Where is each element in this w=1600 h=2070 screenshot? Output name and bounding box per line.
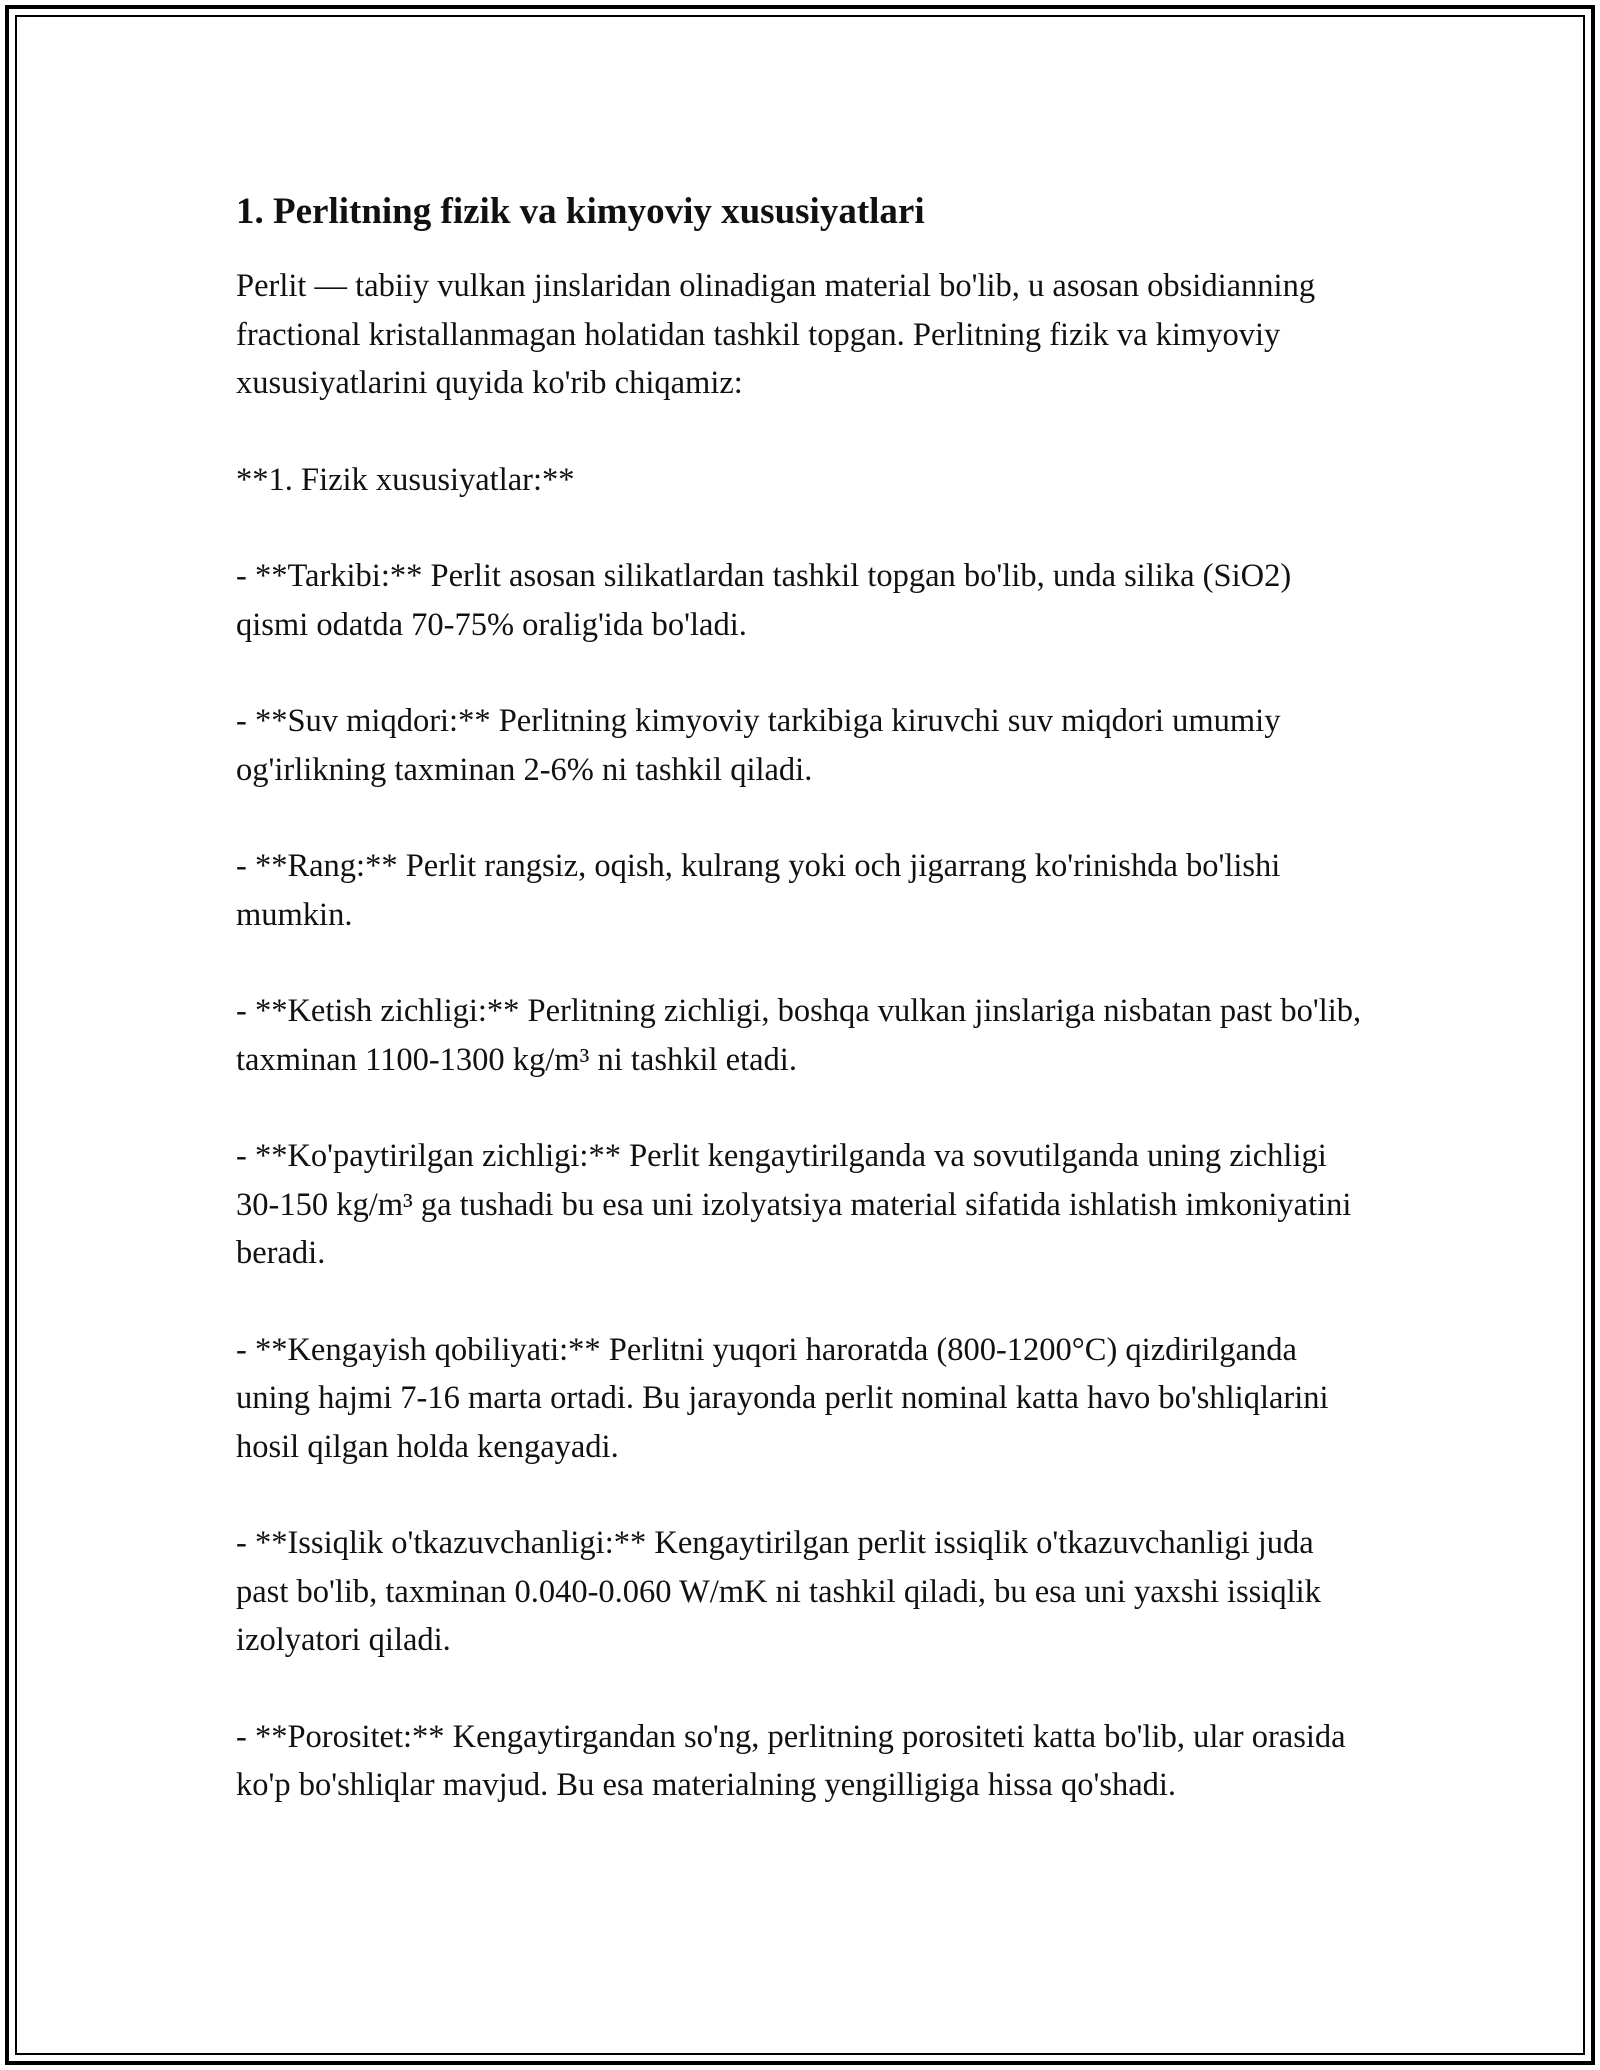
document-body bbox=[236, 180, 1366, 1858]
section-heading: 1. Perlitning fizik va kimyoviy xususiyatlari bbox=[236, 191, 925, 232]
list-item-issiqlik-otkazuvchanligi: - **Issiqlik o'tkazuvchanligi:** Kengaytirilgan perlit issiqlik o'tkazuvchanligi juda past bo'lib, taxminan 0.040-0.060 W/mK ni tashkil qiladi, bu esa uni yaxshi issiqlik izolyatori qiladi. bbox=[236, 1525, 1321, 1659]
list-item-kengayish-qobiliyati: - **Kengayish qobiliyati:** Perlitni yuqori haroratda (800-1200°C) qizdirilganda uning hajmi 7-16 marta ortadi. Bu jarayonda perlit nominal katta havo bo'shliqlarini hosil qilgan holda kengayadi. bbox=[236, 1331, 1329, 1465]
list-item-kopaytirilgan-zichligi: - **Ko'paytirilgan zichligi:** Perlit kengaytirilganda va sovutilganda uning zichligi 30-150 kg/m³ ga tushadi bu esa uni izolyatsiya material sifatida ishlatish imkoniyatini beradi. bbox=[236, 1138, 1352, 1272]
list-item-suv-miqdori: - **Suv miqdori:** Perlitning kimyoviy tarkibiga kiruvchi suv miqdori umumiy og'irlikning taxminan 2-6% ni tashkil qiladi. bbox=[236, 703, 1281, 788]
list-item-porositet: - **Porositet:** Kengaytirgandan so'ng, perlitning porositeti katta bo'lib, ular orasida ko'p bo'shliqlar mavjud. Bu esa materialning yengilligiga hissa qo'shadi. bbox=[236, 1718, 1346, 1804]
list-item-ketish-zichligi: - **Ketish zichligi:** Perlitning zichligi, boshqa vulkan jinslariga nisbatan past bo'lib, taxminan 1100-1300 kg/m³ ni tashkil etadi. bbox=[236, 993, 1362, 1078]
intro-paragraph: Perlit — tabiiy vulkan jinslaridan olinadigan material bo'lib, u asosan obsidianning fractional kristallanmagan holatidan tashkil topgan. Perlitning fizik va kimyoviy xususiyatlarini quyida ko'rib chiqamiz: bbox=[236, 268, 1316, 402]
list-item-rang: - **Rang:** Perlit rangsiz, oqish, kulrang yoki och jigarrang ko'rinishda bo'lishi mumkin. bbox=[236, 848, 1281, 933]
subsection-title: **1. Fizik xususiyatlar:** bbox=[236, 461, 575, 498]
list-item-tarkibi: - **Tarkibi:** Perlit asosan silikatlardan tashkil topgan bo'lib, unda silika (SiO2) qismi odatda 70-75% oralig'ida bo'ladi. bbox=[236, 558, 1292, 643]
